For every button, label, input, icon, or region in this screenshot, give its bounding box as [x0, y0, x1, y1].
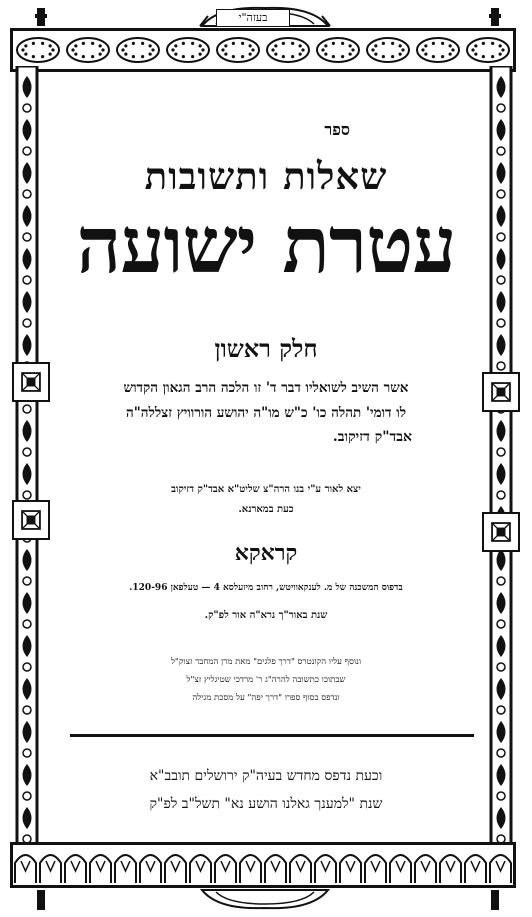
arch-inner	[496, 861, 505, 871]
arch-inner	[46, 861, 55, 871]
ornament-dot	[91, 55, 94, 58]
ornament-dot	[374, 53, 377, 56]
ornament-dot	[332, 55, 335, 58]
ornament-dot	[191, 55, 194, 58]
year-line: שנת באור"ך נרא"ה אור לפ"ק.	[204, 610, 328, 621]
arch	[415, 855, 436, 883]
arch	[165, 855, 186, 883]
arch-inner	[196, 861, 205, 871]
ornament-dot	[32, 42, 35, 45]
reprint-year-line: שנת "למענך גאלנו הושע נא" תשל"ב לפ"ק	[149, 796, 383, 812]
ornament-dot	[399, 53, 402, 56]
arch	[140, 855, 161, 883]
arch	[190, 855, 211, 883]
ornament-dot	[32, 55, 35, 58]
caption-text: בעזה"י	[238, 11, 268, 24]
ornament-dot	[241, 42, 244, 45]
ornament-dot	[482, 55, 485, 58]
sefer-label: ספר	[324, 120, 350, 139]
ornament-dot	[149, 53, 152, 56]
ornament-dot	[291, 42, 294, 45]
arch	[365, 855, 386, 883]
ornament-dot	[291, 55, 294, 58]
ornament-dot	[341, 42, 344, 45]
ornament-dot	[249, 44, 252, 47]
ornament-dot	[41, 42, 44, 45]
ornament-dot	[349, 44, 352, 47]
arch-inner	[446, 861, 455, 871]
top-ornamental-border	[10, 28, 516, 72]
right-lower-clasp-ornament	[482, 512, 520, 552]
ornament-dot	[421, 48, 424, 51]
arch-inner	[21, 861, 30, 871]
arch-inner	[121, 861, 130, 871]
ornament-dot	[171, 48, 174, 51]
ornament-dot	[91, 42, 94, 45]
bottom-ornamental-border	[10, 842, 516, 888]
ornament-dot	[151, 48, 154, 51]
ornament-dot	[491, 55, 494, 58]
city-name: קראקא	[234, 540, 298, 566]
ornament-dot	[351, 48, 354, 51]
arch-inner	[221, 861, 230, 871]
bottom-crest-ornament	[198, 888, 332, 912]
publisher-line: יצא לאור ע"י בנו הרה"צ שליט"א אבד"ק דזיקוב	[171, 484, 361, 495]
ornament-dot	[332, 42, 335, 45]
ornament-dot	[51, 48, 54, 51]
ornament-dot	[401, 48, 404, 51]
column-pattern	[14, 66, 40, 846]
author-line: אבד"ק דזיקוב.	[332, 429, 412, 445]
oval-chain-pattern	[13, 31, 513, 69]
arch	[315, 855, 336, 883]
ornament-dot	[251, 48, 254, 51]
horizontal-rule	[70, 734, 474, 737]
ornament-dot	[141, 55, 144, 58]
ornament-dot	[221, 48, 224, 51]
right-ornamental-column	[488, 66, 514, 846]
ornament-dot	[82, 55, 85, 58]
ornament-dot	[382, 55, 385, 58]
clasp-cross	[22, 373, 40, 391]
clasp-cross	[492, 383, 510, 401]
ornament-dot	[224, 44, 227, 47]
ornament-dot	[201, 48, 204, 51]
ornament-dot	[224, 53, 227, 56]
ornament-dot	[501, 48, 504, 51]
ornament-dot	[299, 53, 302, 56]
ornament-dot	[174, 44, 177, 47]
reprint-line: וכעת נדפס מחדש בעיה"ק ירושלים תובב"א	[149, 768, 383, 784]
ornament-dot	[424, 44, 427, 47]
note-line: שבתוכו כתשובה להרה"ג ר' מרדכי שטיגליץ זצ"ל	[186, 675, 346, 685]
ornament-dot	[21, 48, 24, 51]
ornament-dot	[301, 48, 304, 51]
arch-inner	[246, 861, 255, 871]
left-upper-clasp-ornament	[12, 362, 50, 402]
right-upper-clasp-ornament	[482, 372, 520, 412]
arch-inner	[396, 861, 405, 871]
ornament-dot	[282, 55, 285, 58]
ornament-dot	[499, 53, 502, 56]
ornament-dot	[191, 42, 194, 45]
arch-inner	[271, 861, 280, 871]
arch	[90, 855, 111, 883]
arch	[240, 855, 261, 883]
top-caption-box	[216, 9, 290, 27]
ornament-dot	[274, 53, 277, 56]
ornament-dot	[324, 53, 327, 56]
ornament-dot	[371, 48, 374, 51]
arch-inner	[146, 861, 155, 871]
clasp-cross	[492, 523, 510, 541]
ornament-dot	[374, 44, 377, 47]
arch-inner	[421, 861, 430, 871]
left-ornamental-column	[14, 66, 40, 846]
ornament-dot	[174, 53, 177, 56]
ornament-dot	[99, 53, 102, 56]
arch-inner	[71, 861, 80, 871]
ornament-dot	[124, 44, 127, 47]
ornament-dot	[499, 44, 502, 47]
ornament-dot	[474, 53, 477, 56]
ornament-dot	[82, 42, 85, 45]
publisher-line: כעת במארנא.	[238, 504, 294, 515]
ornament-dot	[382, 42, 385, 45]
ornament-dot	[24, 44, 27, 47]
author-line: לו דומי' תהלה כו' כ"ש מו"ה יהושע הורוויץ זצללה"ה	[125, 405, 407, 421]
ornament-dot	[321, 48, 324, 51]
bottom-right-finial	[488, 890, 502, 912]
printer-line: בדפוס המשכנה של מ. לענקאוויטש, רחוב מיזעלסא 4 — טעלפאן 120-96.	[129, 583, 403, 593]
top-right-finial	[488, 6, 502, 28]
arch	[390, 855, 411, 883]
arch	[15, 855, 36, 883]
ornament-dot	[299, 44, 302, 47]
ornament-dot	[349, 53, 352, 56]
ornament-dot	[182, 55, 185, 58]
ornament-dot	[341, 55, 344, 58]
top-left-finial	[34, 6, 48, 28]
ornament-dot	[432, 55, 435, 58]
ornament-dot	[199, 44, 202, 47]
subtitle: שאלות ותשובות	[144, 154, 388, 198]
main-title: עטרת ישועה	[76, 200, 456, 291]
ornament-dot	[441, 55, 444, 58]
ornament-dot	[282, 42, 285, 45]
ornament-dot	[449, 44, 452, 47]
ornament-dot	[49, 44, 52, 47]
ornament-dot	[391, 42, 394, 45]
note-line: ונוסף עליו הקונטרס "דרך פלגים" מאת מרן המחבר זצוק"ל	[170, 657, 362, 667]
ornament-dot	[199, 53, 202, 56]
arch-inner	[346, 861, 355, 871]
ornament-dot	[49, 53, 52, 56]
ornament-dot	[99, 44, 102, 47]
arch-inner	[471, 861, 480, 871]
arch-pattern	[13, 845, 513, 885]
bottom-left-finial	[34, 890, 48, 912]
left-lower-clasp-ornament	[12, 500, 50, 540]
part-label: חלק ראשון	[214, 334, 318, 363]
ornament-dot	[132, 55, 135, 58]
arch-inner	[96, 861, 105, 871]
ornament-dot	[482, 42, 485, 45]
ornament-dot	[391, 55, 394, 58]
ornament-dot	[451, 48, 454, 51]
arch-inner	[321, 861, 330, 871]
note-line: ונדפס בסוף ספרו "דרך יפה" על מסכת מגילה	[192, 693, 340, 703]
ornament-dot	[449, 53, 452, 56]
ornament-dot	[71, 48, 74, 51]
ornament-dot	[182, 42, 185, 45]
arch-inner	[371, 861, 380, 871]
ornament-dot	[424, 53, 427, 56]
ornament-dot	[441, 42, 444, 45]
arch	[265, 855, 286, 883]
ornament-dot	[399, 44, 402, 47]
arch	[490, 855, 511, 883]
ornament-dot	[274, 44, 277, 47]
ornament-dot	[124, 53, 127, 56]
arch	[340, 855, 361, 883]
ornament-dot	[41, 55, 44, 58]
ornament-dot	[132, 42, 135, 45]
ornament-dot	[471, 48, 474, 51]
arch-inner	[296, 861, 305, 871]
ornament-dot	[271, 48, 274, 51]
ornament-dot	[24, 53, 27, 56]
ornament-dot	[141, 42, 144, 45]
clasp-cross	[22, 511, 40, 529]
arch	[440, 855, 461, 883]
ornament-dot	[324, 44, 327, 47]
ornament-dot	[232, 55, 235, 58]
author-line: אשר השיב לשואליו דבר ד' זו הלכה הרב הגאון הקדוש	[123, 380, 409, 396]
arch	[115, 855, 136, 883]
arch	[40, 855, 61, 883]
arch	[65, 855, 86, 883]
ornament-dot	[232, 42, 235, 45]
ornament-dot	[101, 48, 104, 51]
column-pattern	[488, 66, 514, 846]
ornament-dot	[249, 53, 252, 56]
ornament-dot	[121, 48, 124, 51]
ornament-dot	[491, 42, 494, 45]
ornament-dot	[432, 42, 435, 45]
ornament-dot	[74, 53, 77, 56]
arch-inner	[171, 861, 180, 871]
ornament-dot	[474, 44, 477, 47]
ornament-dot	[74, 44, 77, 47]
ornament-dot	[241, 55, 244, 58]
ornament-dot	[149, 44, 152, 47]
arch	[215, 855, 236, 883]
arch	[465, 855, 486, 883]
arch	[290, 855, 311, 883]
